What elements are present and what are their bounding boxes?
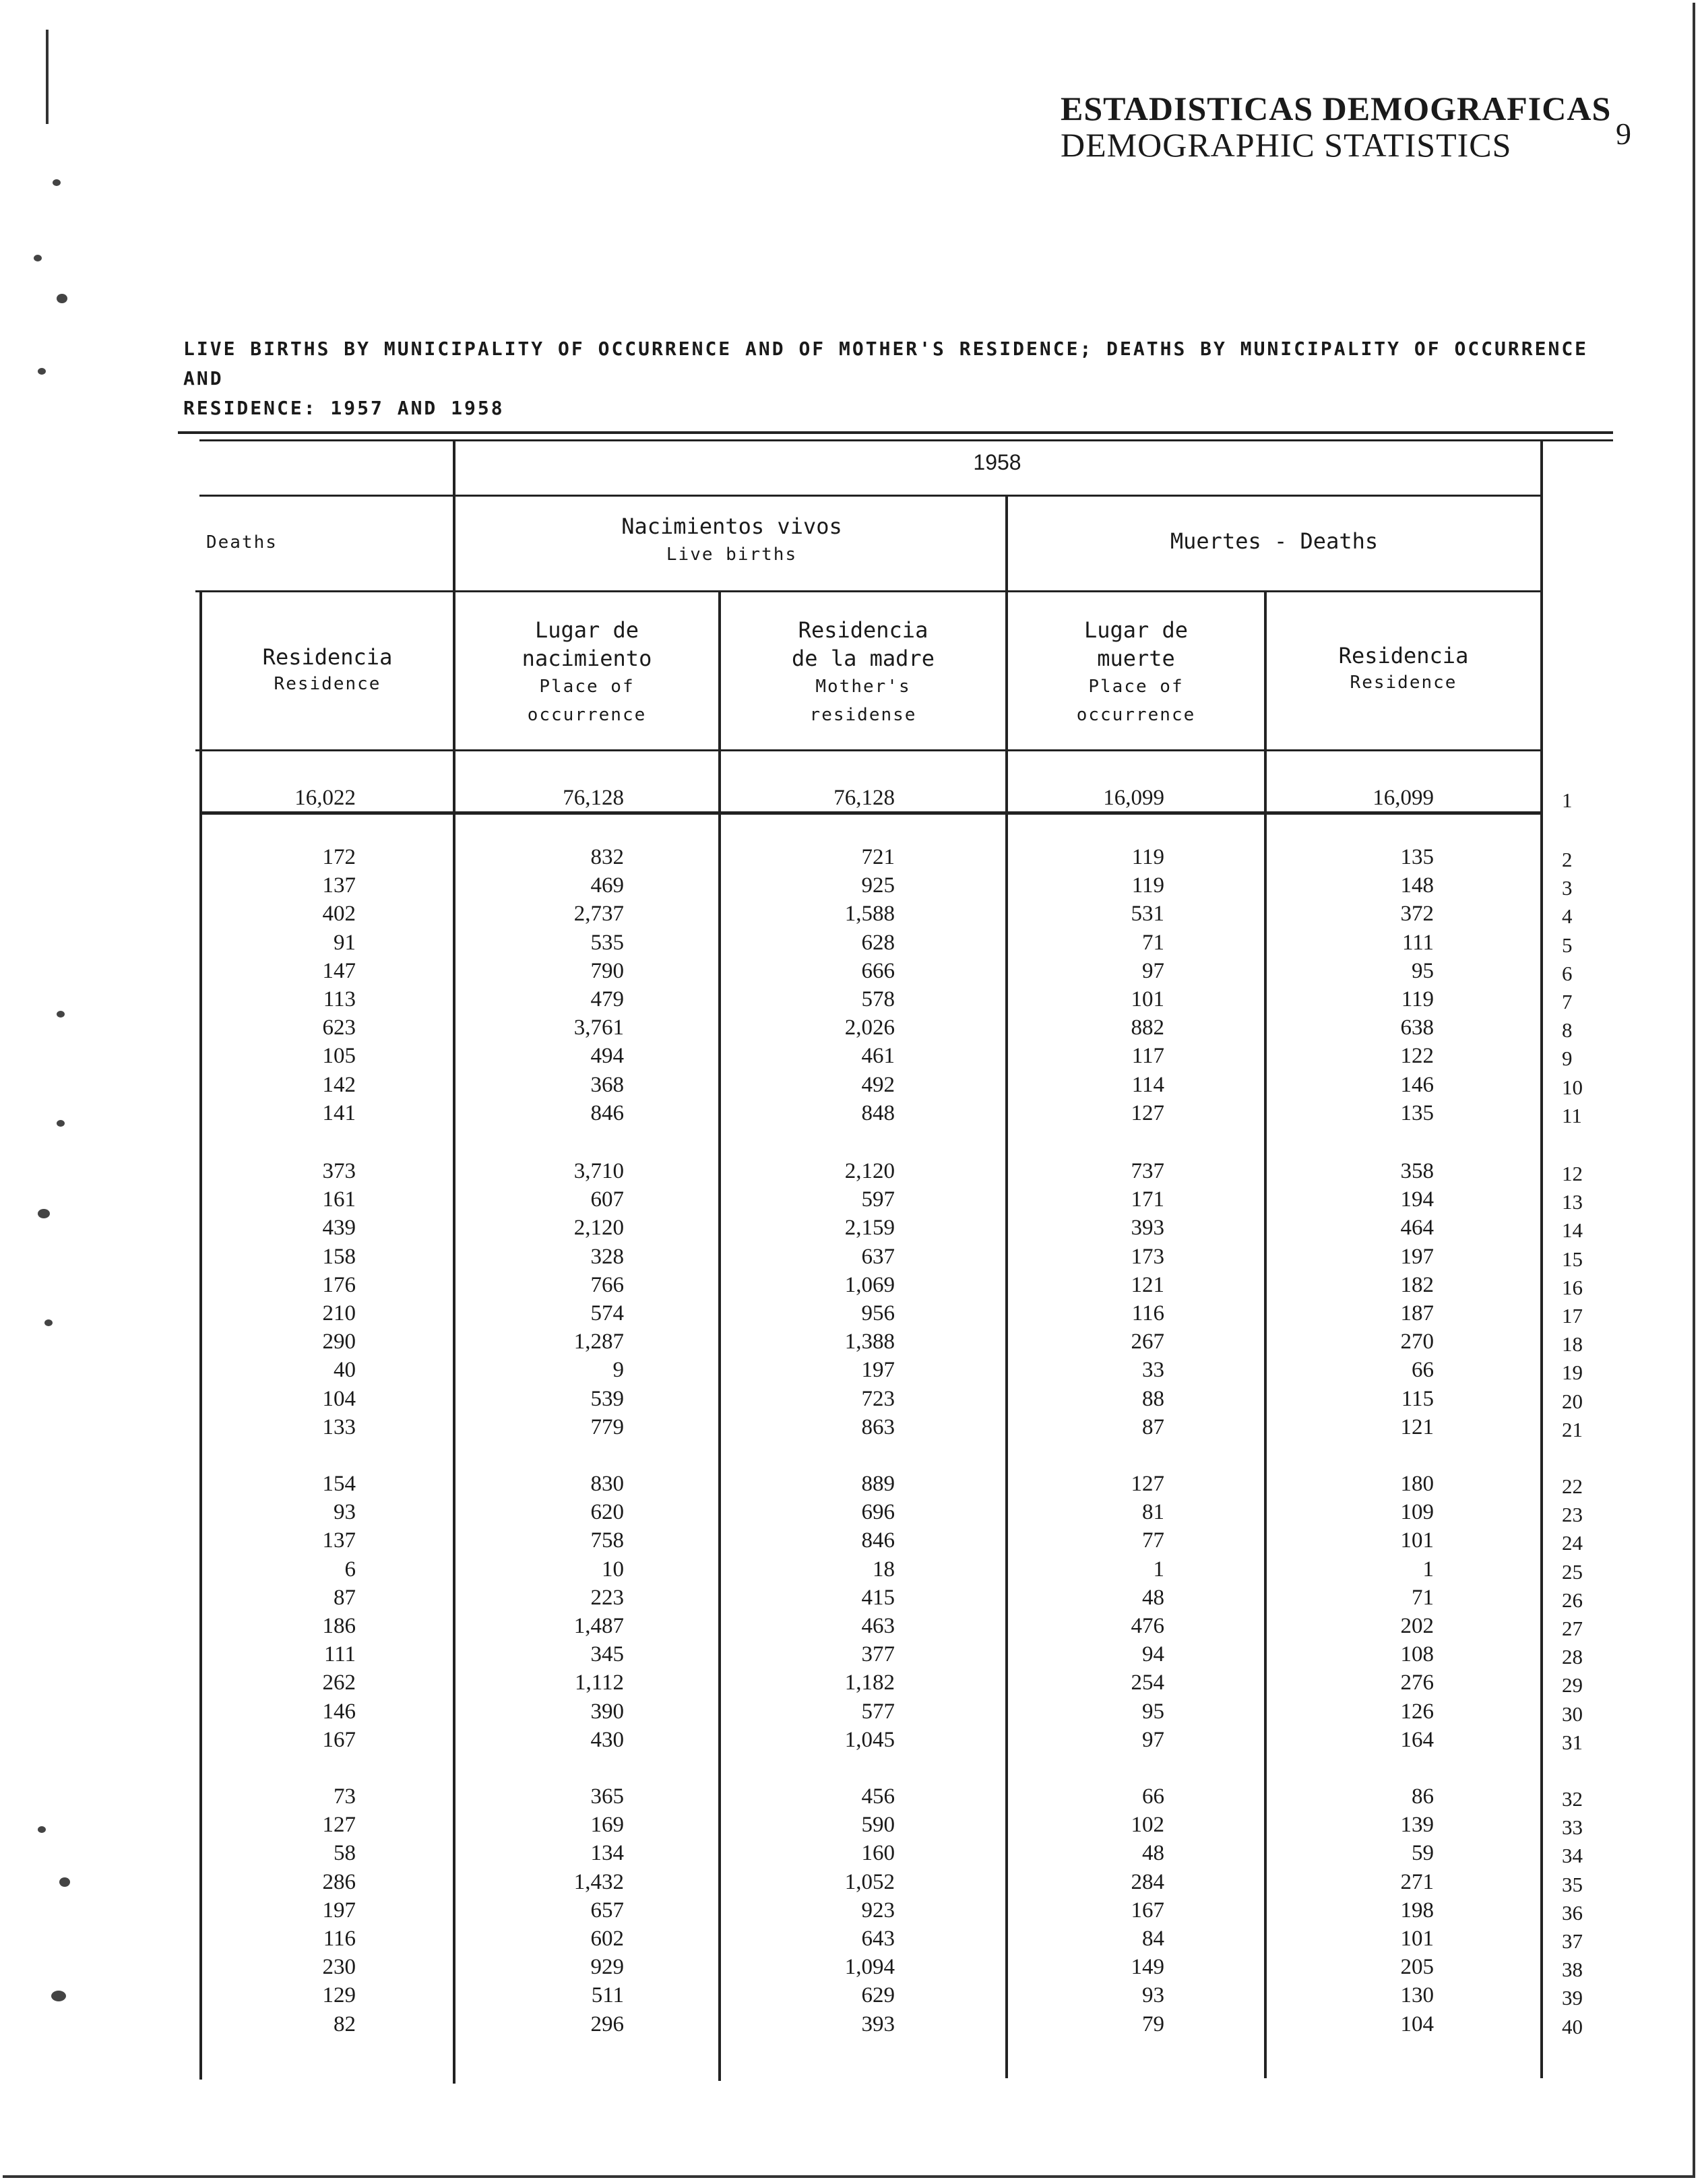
table-row-deaths-place: 127 [1131,1472,1164,1496]
table-row-births-mother-residence: 197 [861,1358,895,1382]
table-row-births-mother-residence: 1,094 [844,1955,895,1979]
table-row-deaths-place: 88 [1142,1387,1164,1411]
table-row-births-mother-residence: 597 [861,1187,895,1212]
table-row-line-number: 29 [1562,1673,1583,1697]
table-row-births-place: 494 [590,1044,624,1068]
table-row-deaths-residence: 58 [334,1841,356,1865]
table-row-deaths-residence: 197 [322,1898,356,1923]
col-header-en: Residence [1350,673,1457,693]
col-header-es: Residencia [262,644,393,670]
table-row-deaths-place: 117 [1131,1044,1164,1068]
table-row-deaths-residence-2: 146 [1400,1073,1434,1097]
table-row-births-mother-residence: 2,159 [844,1216,895,1240]
table-row-line-number: 37 [1562,1929,1583,1953]
table-row-line-number: 34 [1562,1844,1583,1867]
table-row-deaths-residence-2: 187 [1400,1301,1434,1325]
table-row-births-place: 511 [591,1983,624,2007]
col-rule-5 [1540,439,1543,2078]
table-row-line-number: 8 [1562,1018,1573,1042]
scan-speck [57,294,67,303]
table-row-births-mother-residence: 863 [861,1415,895,1439]
scan-speck [53,179,61,186]
table-row-line-number: 9 [1562,1047,1573,1070]
table-row-deaths-residence: 146 [322,1699,356,1724]
table-row-deaths-place: 97 [1142,1728,1164,1752]
table-row-births-mother-residence: 1,052 [844,1870,895,1894]
table-top-rule [178,431,1613,434]
table-row-births-mother-residence: 629 [861,1983,895,2007]
table-row-deaths-residence-2: 101 [1400,1927,1434,1951]
table-row-deaths-residence-2: 135 [1400,1101,1434,1125]
table-row-deaths-place: 119 [1131,845,1164,869]
table-row-line-number: 35 [1562,1873,1583,1896]
table-row-deaths-residence: 40 [334,1358,356,1382]
table-row-deaths-residence-2: 464 [1400,1216,1434,1240]
table-row-deaths-residence: 290 [322,1330,356,1354]
table-row-deaths-place: 254 [1131,1671,1164,1695]
col-header-en: Residence [274,674,381,694]
col-header-en: occurrence [527,705,647,725]
col-header-es: Lugar de [534,617,639,643]
table-row-births-place: 223 [590,1586,624,1610]
table-row-births-mother-residence: 456 [861,1784,895,1809]
table-row-births-place: 3,761 [573,1016,624,1040]
table-row-line-number: 27 [1562,1617,1583,1640]
table-row-deaths-residence: 105 [322,1044,356,1068]
col-header-place-of-birth [455,616,718,729]
table-row-deaths-residence: 73 [334,1784,356,1809]
table-row-deaths-residence-2: 119 [1401,987,1434,1011]
table-row-births-mother-residence: 925 [861,873,895,898]
table-row-births-place: 846 [590,1101,624,1125]
table-row-deaths-residence-2: 180 [1400,1472,1434,1496]
table-row-births-mother-residence: 2,026 [844,1016,895,1040]
table-row-births-place: 766 [590,1273,624,1297]
table-row-births-place: 574 [590,1301,624,1325]
table-row-deaths-residence: 286 [322,1870,356,1894]
table-row-deaths-place: 114 [1131,1073,1164,1097]
table-row-deaths-residence: 186 [322,1614,356,1638]
table-row-deaths-place: 284 [1131,1870,1164,1894]
table-row-births-place: 929 [590,1955,624,1979]
table-row-line-number: 14 [1562,1218,1583,1242]
page-number: 9 [1616,117,1631,151]
table-row-births-place: 345 [590,1642,624,1666]
table-row-births-mother-residence: 1,182 [844,1671,895,1695]
table-row-line-number: 33 [1562,1815,1583,1839]
table-row-deaths-residence-2: 148 [1400,873,1434,898]
header-title-en: DEMOGRAPHIC STATISTICS [1061,126,1512,164]
table-row-births-place: 539 [590,1387,624,1411]
table-row-births-place: 296 [590,2012,624,2036]
year-rule [199,495,1542,497]
table-row-births-place: 10 [602,1557,624,1582]
year-heading: 1958 [973,450,1021,474]
table-row-line-number: 18 [1562,1332,1583,1356]
col-header-en: Mother's [815,677,911,697]
table-row-births-mother-residence: 848 [861,1101,895,1125]
table-row-births-place: 602 [590,1927,624,1951]
table-row-line-number: 16 [1562,1276,1583,1299]
table-row-line-number: 11 [1562,1104,1582,1127]
table-row-births-mother-residence: 2,120 [844,1159,895,1183]
table-row-line-number: 25 [1562,1560,1583,1584]
table-row-births-place: 790 [590,959,624,983]
table-row-deaths-residence-2: 115 [1401,1387,1434,1411]
table-row-deaths-residence: 172 [322,845,356,869]
table-row-deaths-place: 116 [1131,1301,1164,1325]
table-row-deaths-place: 84 [1142,1927,1164,1951]
table-row-births-place: 535 [590,931,624,955]
table-row-deaths-residence: 167 [322,1728,356,1752]
scan-speck [51,1991,66,2001]
table-row-deaths-residence: 373 [322,1159,356,1183]
table-row-line-number: 31 [1562,1730,1583,1754]
table-row-deaths-residence: 129 [322,1983,356,2007]
table-row-line-number: 6 [1562,962,1573,985]
table-row-births-mother-residence: 415 [861,1586,895,1610]
table-row-deaths-place: 77 [1142,1528,1164,1553]
total-row-deaths-residence-2: 16,099 [1373,786,1434,810]
table-row-deaths-residence-2: 164 [1400,1728,1434,1752]
table-row-births-mother-residence: 628 [861,931,895,955]
table-row-deaths-residence: 142 [322,1073,356,1097]
table-row-deaths-place: 97 [1142,959,1164,983]
table-row-births-mother-residence: 393 [861,2012,895,2036]
table-row-line-number: 3 [1562,876,1573,900]
table-row-deaths-place: 171 [1131,1187,1164,1212]
births-group-es: Nacimientos vivos [621,513,842,539]
table-row-deaths-residence-2: 194 [1400,1187,1434,1212]
col-header-es: Residencia [798,617,928,643]
table-row-births-place: 1,287 [573,1330,624,1354]
table-row-deaths-residence: 127 [322,1813,356,1837]
table-row-births-mother-residence: 889 [861,1472,895,1496]
col-header-residence-deaths [202,644,453,694]
table-row-deaths-residence-2: 202 [1400,1614,1434,1638]
table-row-births-mother-residence: 590 [861,1813,895,1837]
table-row-births-place: 620 [590,1500,624,1524]
table-row-deaths-place: 93 [1142,1983,1164,2007]
table-row-line-number: 22 [1562,1474,1583,1498]
table-row-births-place: 328 [590,1245,624,1269]
binding-rule [46,30,49,124]
table-row-line-number: 36 [1562,1901,1583,1925]
table-row-line-number: 38 [1562,1958,1583,1981]
table-row-deaths-place: 48 [1142,1586,1164,1610]
scan-speck [57,1120,65,1127]
table-row-births-mother-residence: 643 [861,1927,895,1951]
table-row-deaths-residence: 210 [322,1301,356,1325]
table-row-deaths-place: 127 [1131,1101,1164,1125]
col-header-en: Place of [539,677,635,697]
scan-speck [38,368,46,375]
table-row-births-mother-residence: 1,588 [844,902,895,926]
table-row-line-number: 20 [1562,1390,1583,1413]
left-group-heading: Deaths [206,532,278,553]
table-row-deaths-residence: 262 [322,1671,356,1695]
table-row-births-mother-residence: 160 [861,1841,895,1865]
table-title-line2: RESIDENCE: 1957 AND 1958 [183,397,505,419]
table-row-births-place: 758 [590,1528,624,1553]
table-row-deaths-residence-2: 197 [1400,1245,1434,1269]
table-row-line-number: 39 [1562,1986,1583,2009]
table-row-deaths-residence-2: 182 [1400,1273,1434,1297]
table-row-births-mother-residence: 637 [861,1245,895,1269]
table-row-deaths-place: 1 [1153,1557,1164,1582]
table-row-births-mother-residence: 18 [873,1557,895,1582]
births-group-en: Live births [666,544,798,565]
table-row-births-mother-residence: 1,069 [844,1273,895,1297]
table-row-deaths-place: 476 [1131,1614,1164,1638]
table-row-births-place: 779 [590,1415,624,1439]
table-row-deaths-residence: 111 [323,1642,356,1666]
table-row-deaths-place: 149 [1131,1955,1164,1979]
table-row-births-mother-residence: 577 [861,1699,895,1724]
table-row-line-number: 12 [1562,1162,1583,1185]
table-row-line-number: 7 [1562,990,1573,1013]
table-row-births-place: 607 [590,1187,624,1212]
total-row-line-number: 1 [1562,788,1573,812]
table-row-deaths-residence-2: 638 [1400,1016,1434,1040]
table-row-deaths-residence-2: 95 [1412,959,1434,983]
table-row-line-number: 19 [1562,1361,1583,1384]
table-row-deaths-place: 87 [1142,1415,1164,1439]
table-top-rule-2 [199,439,1613,441]
table-row-deaths-residence: 137 [322,873,356,898]
table-row-deaths-residence: 147 [322,959,356,983]
table-row-deaths-residence: 623 [322,1016,356,1040]
table-row-deaths-place: 531 [1131,902,1164,926]
table-row-deaths-place: 173 [1131,1245,1164,1269]
table-row-deaths-residence: 154 [322,1472,356,1496]
table-title [183,334,1598,423]
total-row-births-mother-residence: 76,128 [833,786,895,810]
table-row-births-place: 3,710 [573,1159,624,1183]
table-row-births-place: 469 [590,873,624,898]
table-row-line-number: 24 [1562,1531,1583,1555]
table-row-deaths-place: 101 [1131,987,1164,1011]
col-header-es: nacimiento [522,646,652,671]
table-row-births-mother-residence: 463 [861,1614,895,1638]
table-row-deaths-residence: 82 [334,2012,356,2036]
table-row-deaths-place: 33 [1142,1358,1164,1382]
table-row-deaths-residence-2: 108 [1400,1642,1434,1666]
table-row-deaths-residence-2: 139 [1400,1813,1434,1837]
table-row-line-number: 17 [1562,1304,1583,1328]
col-header-es: Lugar de [1083,617,1189,643]
table-row-births-mother-residence: 578 [861,987,895,1011]
table-row-deaths-residence-2: 271 [1400,1870,1434,1894]
table-row-births-mother-residence: 492 [861,1073,895,1097]
table-row-deaths-residence: 91 [334,931,356,955]
table-row-deaths-place: 393 [1131,1216,1164,1240]
table-row-deaths-residence: 133 [322,1415,356,1439]
table-row-line-number: 2 [1562,848,1573,871]
table-row-line-number: 13 [1562,1190,1583,1214]
table-row-deaths-place: 48 [1142,1841,1164,1865]
col-header-en: Place of [1088,677,1184,697]
table-row-deaths-residence-2: 358 [1400,1159,1434,1183]
col-header-en: occurrence [1076,705,1196,725]
col-header-es: Residencia [1338,643,1469,668]
table-row-deaths-residence-2: 122 [1400,1044,1434,1068]
table-row-deaths-residence-2: 66 [1412,1358,1434,1382]
table-row-line-number: 15 [1562,1247,1583,1271]
table-row-births-mother-residence: 721 [861,845,895,869]
header-title-es: ESTADISTICAS DEMOGRAFICAS [1061,90,1612,127]
table-row-deaths-residence-2: 276 [1400,1671,1434,1695]
table-row-line-number: 21 [1562,1418,1583,1441]
table-row-births-place: 1,432 [573,1870,624,1894]
table-row-deaths-residence-2: 270 [1400,1330,1434,1354]
scan-speck [38,1826,46,1833]
table-row-births-mother-residence: 377 [861,1642,895,1666]
table-row-line-number: 30 [1562,1702,1583,1726]
table-row-deaths-place: 66 [1142,1784,1164,1809]
table-row-births-place: 365 [590,1784,624,1809]
table-row-deaths-residence: 141 [322,1101,356,1125]
table-row-births-place: 169 [590,1813,624,1837]
table-row-deaths-residence: 439 [322,1216,356,1240]
table-row-births-place: 479 [590,987,624,1011]
table-row-births-place: 2,120 [573,1216,624,1240]
table-row-deaths-residence-2: 135 [1400,845,1434,869]
table-row-deaths-residence: 6 [344,1557,356,1582]
total-row-deaths-place: 16,099 [1103,786,1164,810]
table-row-line-number: 23 [1562,1503,1583,1526]
table-row-births-place: 2,737 [573,902,624,926]
table-row-births-place: 1,487 [573,1614,624,1638]
table-row-births-mother-residence: 846 [861,1528,895,1553]
scan-speck [34,255,42,261]
table-row-births-mother-residence: 666 [861,959,895,983]
table-row-births-place: 9 [612,1358,624,1382]
table-row-deaths-residence-2: 101 [1400,1528,1434,1553]
table-row-births-place: 368 [590,1073,624,1097]
scan-speck [44,1319,53,1326]
total-row-births-place: 76,128 [563,786,624,810]
group-rule [195,590,1543,592]
table-row-deaths-place: 94 [1142,1642,1164,1666]
col-header-en: residense [809,705,917,725]
table-row-deaths-place: 102 [1131,1813,1164,1837]
table-row-line-number: 40 [1562,2015,1583,2038]
table-row-deaths-residence: 116 [323,1927,356,1951]
table-row-deaths-residence: 161 [322,1187,356,1212]
table-row-deaths-residence: 176 [322,1273,356,1297]
total-row-deaths-residence: 16,022 [294,786,356,810]
table-row-births-mother-residence: 723 [861,1387,895,1411]
table-row-births-place: 830 [590,1472,624,1496]
col-header-es: de la madre [792,646,935,671]
table-row-line-number: 4 [1562,904,1573,928]
table-row-deaths-place: 267 [1131,1330,1164,1354]
table-row-deaths-residence: 93 [334,1500,356,1524]
col-header-mother-residence [721,616,1005,729]
table-row-deaths-place: 95 [1142,1699,1164,1724]
table-row-deaths-place: 167 [1131,1898,1164,1923]
table-row-births-place: 134 [590,1841,624,1865]
col-header-residence-deaths-2 [1267,643,1540,693]
table-row-line-number: 10 [1562,1075,1583,1099]
table-row-deaths-place: 121 [1131,1273,1164,1297]
table-row-deaths-residence: 87 [334,1586,356,1610]
table-row-deaths-residence: 230 [322,1955,356,1979]
table-title-line1: LIVE BIRTHS BY MUNICIPALITY OF OCCURRENCE AND OF MOTHER'S RESIDENCE; DEATHS BY MUNICIPALITY OF OCCURRENCE AND [183,338,1589,389]
scan-speck [59,1877,70,1887]
table-row-deaths-place: 737 [1131,1159,1164,1183]
col-header-es: muerte [1097,646,1175,671]
table-row-births-mother-residence: 696 [861,1500,895,1524]
table-row-deaths-residence-2: 71 [1412,1586,1434,1610]
table-row-births-mother-residence: 1,388 [844,1330,895,1354]
table-row-deaths-residence: 113 [323,987,356,1011]
table-row-deaths-residence: 137 [322,1528,356,1553]
table-row-line-number: 32 [1562,1787,1583,1811]
table-row-deaths-residence-2: 126 [1400,1699,1434,1724]
table-row-deaths-residence-2: 372 [1400,902,1434,926]
table-row-deaths-place: 882 [1131,1016,1164,1040]
total-rule [199,811,1542,815]
scan-speck [57,1011,65,1018]
col-header-place-of-death [1008,616,1264,729]
table-row-deaths-residence-2: 1 [1422,1557,1434,1582]
table-row-deaths-place: 119 [1131,873,1164,898]
table-row-deaths-residence: 104 [322,1387,356,1411]
table-row-deaths-residence-2: 86 [1412,1784,1434,1809]
scan-speck [38,1209,50,1218]
column-header-rule [195,749,1543,751]
table-row-births-place: 430 [590,1728,624,1752]
table-row-line-number: 28 [1562,1645,1583,1668]
table-row-deaths-residence-2: 198 [1400,1898,1434,1923]
table-row-deaths-place: 71 [1142,931,1164,955]
table-row-deaths-residence-2: 59 [1412,1841,1434,1865]
table-row-births-mother-residence: 956 [861,1301,895,1325]
table-row-deaths-residence-2: 121 [1400,1415,1434,1439]
table-row-deaths-place: 81 [1142,1500,1164,1524]
table-row-births-place: 832 [590,845,624,869]
table-row-line-number: 26 [1562,1588,1583,1612]
table-row-births-place: 657 [590,1898,624,1923]
table-row-deaths-residence-2: 104 [1400,2012,1434,2036]
table-row-births-mother-residence: 923 [861,1898,895,1923]
table-row-births-place: 1,112 [574,1671,624,1695]
table-row-births-mother-residence: 461 [861,1044,895,1068]
table-row-deaths-residence: 158 [322,1245,356,1269]
table-row-births-place: 390 [590,1699,624,1724]
table-row-deaths-residence-2: 111 [1401,931,1434,955]
table-row-deaths-residence-2: 130 [1400,1983,1434,2007]
table-row-deaths-residence: 402 [322,902,356,926]
table-row-line-number: 5 [1562,933,1573,957]
table-row-deaths-residence-2: 205 [1400,1955,1434,1979]
table-row-deaths-place: 79 [1142,2012,1164,2036]
table-row-deaths-residence-2: 109 [1400,1500,1434,1524]
table-row-births-mother-residence: 1,045 [844,1728,895,1752]
deaths-group-heading: Muertes - Deaths [1170,528,1379,554]
